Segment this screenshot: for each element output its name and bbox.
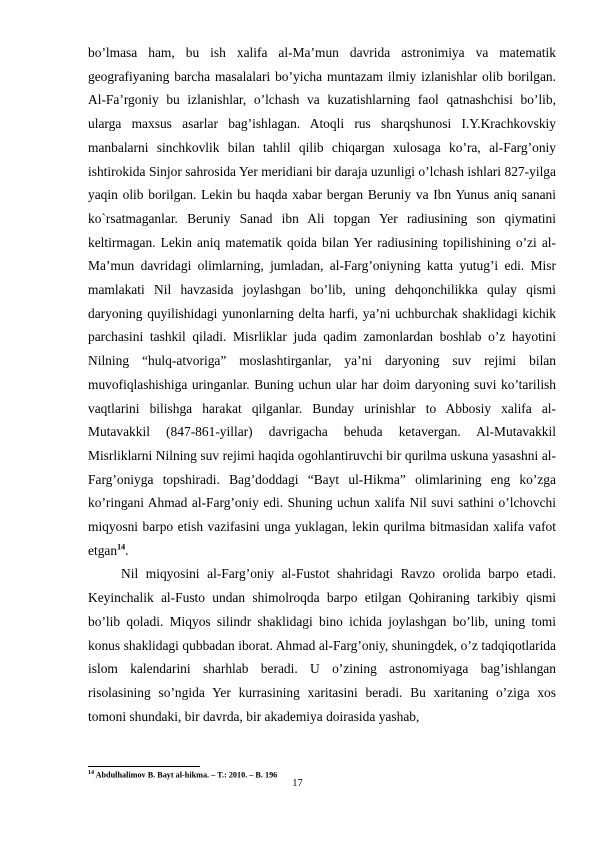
paragraph-1 xyxy=(88,41,556,562)
paragraph-2: Nil miqyosini al-Farg’oniy al-Fustot shahridagi Ravzo orolida barpo etadi. Keyinchalik al-Fusto undan shimolroqda barpo etilgan Qohiraning tarkibiy qismi bo’lib qoladi. Miqyos silindr shaklidagi bino ichida joylashgan bo’lib, uning tomi konus shaklidagi qubbadan iborat. Ahmad al-Farg’oniy, shuningdek, o’z tadqiqotlarida islom kalendarini sharhlab beradi. U o’zining astronomiyaga bag’ishlangan risolasining so’ngida Yer kurrasining xaritasini beradi. Bu xaritaning o’ziga xos tomoni shundaki, bir davrda, bir akademiya doirasida yashab, xyxy=(88,566,556,724)
footnote-reference[interactable]: 14 xyxy=(117,542,126,552)
footnote-text: Abdulhalimov B. Bayt al-hikma. – T.: 2010. – B. 196 xyxy=(94,770,278,780)
body-text xyxy=(88,41,556,728)
page-number: 17 xyxy=(292,778,303,789)
footnote-number: 14 xyxy=(88,770,94,776)
paragraph-1-end: . xyxy=(125,542,129,558)
paragraph-1-text: bo’lmasa ham, bu ish xalifa al-Ma’mun davrida astronimiya va matematik geografiyaning barcha masalalari bo’yicha muntazam ilmiy izlanishlar olib borilgan. Al-Fa’rgoniy bu izlanishlar, o’lchash va kuzatishlarning faol qatnashchisi bo’lib, ularga maxsus asarlar bag’ishlagan. Atoqli rus sharqshunosi I.Y.Krachkovskiy manbalarni sinchkovlik bilan tahlil qilib chiqargan xulosaga ko’ra, al-Farg’oniy ishtirokida Sinjor sahrosida Yer meridiani bir daraja uzunligi o’lchash ishlari 827-yilga yaqin olib borilgan. Lekin bu haqda xabar bergan Beruniy va Ibn Yunus aniq sanani ko`rsatmaganlar. Beruniy Sanad ibn Ali topgan Yer radiusining son qiymatini keltirmagan. Lekin aniq matematik qoida bilan Yer radiusining topilishining o’zi al-Ma’mun davridagi olimlarning, jumladan, al-Farg’oniyning katta yutug’i edi. Misr mamlakati Nil havzasida joylashgan bo’lib, uning dehqonchilikka qulay qismi daryoning quyilishidagi yunonlarning delta harfi, ya’ni uchburchak shaklidagi kichik parchasini tashkil qiladi. Misrliklar juda qadim zamonlardan boshlab o’z hayotini Nilning “hulq-atvoriga” moslashtirganlar, ya’ni daryoning suv rejimi bilan muvofiqlashishiga uringanlar. Buning uchun ular har doim daryoning suvi ko’tarilish vaqtlarini bilishga harakat qilganlar. Bunday urinishlar to Abbosiy xalifa al-Mutavakkil (847-861-yillar) davrigacha behuda ketavergan. Al-Mutavakkil Misrliklarni Nilning suv rejimi haqida ogohlantiruvchi bir qurilma uskuna yasashni al-Farg’oniyga topshiradi. Bag’doddagi “Bayt ul-Hikma” olimlarining eng ko’zga ko’ringani Ahmad al-Farg’oniy edi. Shuning uchun xalifa Nil suvi sathini o’lchovchi miqyosni barpo etish vazifasini unga yuklagan, lekin qurilma bitmasidan xalifa vafot etgan xyxy=(88,45,556,558)
footnote-divider xyxy=(88,766,200,767)
